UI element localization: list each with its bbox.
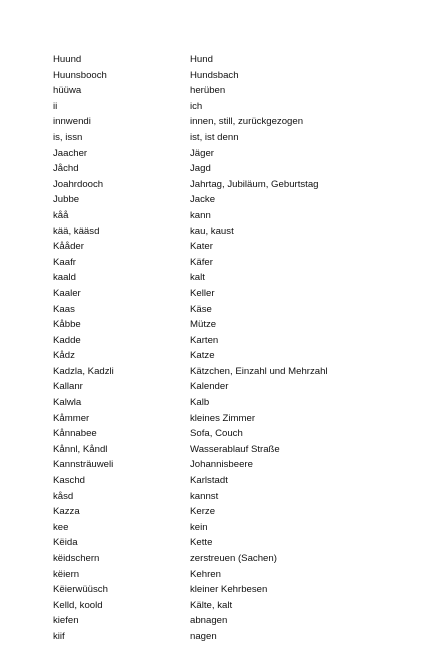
dialect-term: Jaacher bbox=[53, 147, 88, 159]
glossary-row bbox=[53, 426, 393, 442]
dialect-term: Këierwüüsch bbox=[53, 584, 108, 596]
glossary-row bbox=[53, 177, 393, 193]
glossary-row bbox=[53, 239, 393, 255]
dialect-term: Kåmmer bbox=[53, 412, 90, 424]
dialect-term: kee bbox=[53, 521, 69, 533]
dialect-term: Kådz bbox=[53, 350, 75, 362]
standard-german-meaning: Keller bbox=[190, 287, 215, 299]
glossary-row bbox=[53, 99, 393, 115]
dialect-term: is, issn bbox=[53, 131, 83, 143]
glossary-row bbox=[53, 442, 393, 458]
glossary-row bbox=[53, 161, 393, 177]
standard-german-meaning: Hund bbox=[190, 54, 213, 65]
glossary-list bbox=[53, 52, 393, 645]
standard-german-meaning: ich bbox=[190, 100, 203, 112]
glossary-row bbox=[53, 146, 393, 162]
standard-german-meaning: kleines Zimmer bbox=[190, 412, 256, 424]
glossary-row bbox=[53, 567, 393, 583]
dialect-term: Kalwla bbox=[53, 397, 82, 409]
glossary-row bbox=[53, 551, 393, 567]
glossary-row bbox=[53, 68, 393, 84]
dialect-term: kiefen bbox=[53, 615, 79, 627]
dialect-term: Jåchd bbox=[53, 163, 79, 175]
glossary-row bbox=[53, 535, 393, 551]
dialect-term: Kelld, koold bbox=[53, 599, 103, 611]
glossary-row bbox=[53, 582, 393, 598]
dialect-term: Joahrdooch bbox=[53, 178, 104, 190]
glossary-row bbox=[53, 395, 393, 411]
dialect-term: Kaafr bbox=[53, 256, 76, 268]
dialect-term: Huunsbooch bbox=[53, 69, 107, 81]
standard-german-meaning: Karlstadt bbox=[190, 475, 228, 487]
dialect-term: Kadzla, Kadzli bbox=[53, 365, 114, 377]
glossary-row bbox=[53, 411, 393, 427]
standard-german-meaning: herüben bbox=[190, 85, 226, 97]
dialect-term: Kåbbe bbox=[53, 319, 81, 331]
dialect-term: ii bbox=[53, 100, 58, 112]
dialect-term: innwendi bbox=[53, 116, 91, 128]
standard-german-meaning: Kehren bbox=[190, 568, 221, 580]
dialect-term: Kaschd bbox=[53, 475, 85, 487]
standard-german-meaning: Hundsbach bbox=[190, 69, 239, 81]
glossary-row bbox=[53, 489, 393, 505]
glossary-row bbox=[53, 52, 393, 68]
standard-german-meaning: ist, ist denn bbox=[190, 131, 239, 143]
dialect-term: kiif bbox=[53, 630, 65, 642]
glossary-row bbox=[53, 629, 393, 645]
dialect-term: kåsd bbox=[53, 490, 74, 502]
glossary-row bbox=[53, 130, 393, 146]
glossary-row bbox=[53, 333, 393, 349]
glossary-row bbox=[53, 504, 393, 520]
standard-german-meaning: Johannisbeere bbox=[190, 459, 253, 471]
standard-german-meaning: kein bbox=[190, 521, 208, 533]
glossary-row bbox=[53, 613, 393, 629]
glossary-row bbox=[53, 520, 393, 536]
glossary-row bbox=[53, 302, 393, 318]
dialect-term: kaald bbox=[53, 272, 76, 284]
standard-german-meaning: Käfer bbox=[190, 256, 213, 268]
standard-german-meaning: kleiner Kehrbesen bbox=[190, 584, 268, 596]
glossary-row bbox=[53, 379, 393, 395]
glossary-row bbox=[53, 255, 393, 271]
standard-german-meaning: abnagen bbox=[190, 615, 228, 627]
standard-german-meaning: Kälte, kalt bbox=[190, 599, 233, 611]
dialect-term: kää, kääsd bbox=[53, 225, 100, 237]
standard-german-meaning: Katze bbox=[190, 350, 215, 362]
dialect-term: Kazza bbox=[53, 506, 80, 518]
standard-german-meaning: Jäger bbox=[190, 147, 214, 159]
standard-german-meaning: Karten bbox=[190, 334, 219, 346]
dialect-term: kåå bbox=[53, 209, 69, 221]
glossary-row bbox=[53, 598, 393, 614]
standard-german-meaning: kau, kaust bbox=[190, 225, 234, 237]
glossary-row bbox=[53, 270, 393, 286]
standard-german-meaning: Mütze bbox=[190, 319, 217, 331]
dialect-term: Kååder bbox=[53, 241, 84, 253]
standard-german-meaning: Jagd bbox=[190, 163, 211, 175]
standard-german-meaning: Kalb bbox=[190, 397, 210, 409]
glossary-row bbox=[53, 114, 393, 130]
standard-german-meaning: Kette bbox=[190, 537, 213, 549]
glossary-row bbox=[53, 348, 393, 364]
dialect-term: Huund bbox=[53, 54, 82, 65]
glossary-row bbox=[53, 192, 393, 208]
standard-german-meaning: kalt bbox=[190, 272, 205, 284]
standard-german-meaning: innen, still, zurückgezogen bbox=[190, 116, 304, 128]
dialect-term: Kallanr bbox=[53, 381, 83, 393]
standard-german-meaning: Kerze bbox=[190, 506, 216, 518]
glossary-row bbox=[53, 457, 393, 473]
dialect-term: këidschern bbox=[53, 553, 100, 564]
dialect-term: Kånnl, Kåndl bbox=[53, 443, 108, 455]
dialect-term: Kannsträuweli bbox=[53, 459, 114, 471]
standard-german-meaning: kann bbox=[190, 209, 211, 221]
standard-german-meaning: Jacke bbox=[190, 194, 216, 206]
standard-german-meaning: kannst bbox=[190, 490, 219, 502]
dialect-term: Jubbe bbox=[53, 194, 80, 206]
standard-german-meaning: Jahrtag, Jubiläum, Geburtstag bbox=[190, 178, 319, 190]
glossary-row bbox=[53, 473, 393, 489]
standard-german-meaning: Kätzchen, Einzahl und Mehrzahl bbox=[190, 365, 328, 377]
dialect-term: hüüwa bbox=[53, 85, 82, 97]
dialect-term: Kånnabee bbox=[53, 428, 97, 440]
standard-german-meaning: Sofa, Couch bbox=[190, 428, 243, 440]
dialect-term: Kaas bbox=[53, 303, 75, 315]
standard-german-meaning: zerstreuen (Sachen) bbox=[190, 553, 277, 564]
glossary-row bbox=[53, 83, 393, 99]
standard-german-meaning: Kalender bbox=[190, 381, 229, 393]
dialect-term: këiern bbox=[53, 568, 80, 580]
standard-german-meaning: Kater bbox=[190, 241, 213, 253]
glossary-row bbox=[53, 224, 393, 240]
dialect-term: Kaaler bbox=[53, 287, 81, 299]
glossary-row bbox=[53, 208, 393, 224]
dialect-term: Këida bbox=[53, 537, 78, 549]
glossary-row bbox=[53, 286, 393, 302]
glossary-row bbox=[53, 317, 393, 333]
standard-german-meaning: Wasserablauf Straße bbox=[190, 443, 280, 455]
dialect-term: Kadde bbox=[53, 334, 81, 346]
glossary-row bbox=[53, 364, 393, 380]
standard-german-meaning: Käse bbox=[190, 303, 212, 315]
standard-german-meaning: nagen bbox=[190, 630, 217, 642]
